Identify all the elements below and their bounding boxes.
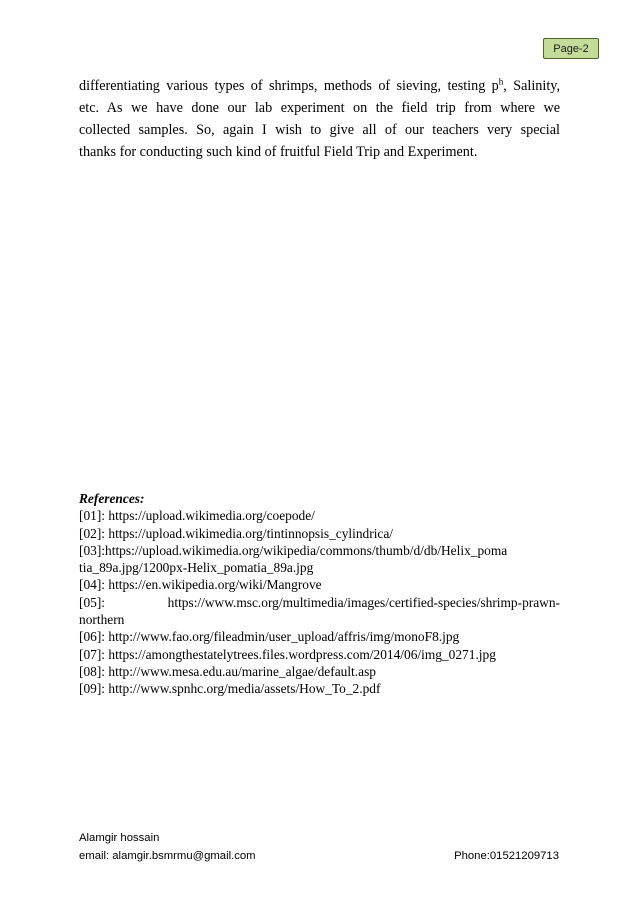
reference-item: [06]: http://www.fao.org/fileadmin/user_upload/affris/img/monoF8.jpg [79, 629, 460, 645]
references-heading: References: [79, 491, 145, 506]
page-number-badge: Page-2 [543, 38, 599, 59]
footer-row [79, 829, 559, 847]
reference-item: northern [79, 612, 125, 628]
author-phone: Phone:01521209713 [454, 850, 559, 862]
reference-item: [04]: https://en.wikipedia.org/wiki/Mangrove [79, 577, 322, 593]
reference-item: [01]: https://upload.wikimedia.org/coepode/ [79, 508, 315, 524]
footer-row [79, 847, 559, 865]
reference-item: [05]: https://www.msc.org/multimedia/images/certified-species/shrimp-prawn- [79, 594, 560, 610]
body-line [79, 75, 560, 97]
page-footer [79, 829, 559, 865]
reference-item: [03]:https://upload.wikimedia.org/wikipedia/commons/thumb/d/db/Helix_poma [79, 542, 508, 558]
author-name: Alamgir hossain [79, 832, 160, 844]
body-text-segment: , Salinity, [503, 78, 560, 94]
references-section [79, 490, 560, 698]
reference-item: [02]: https://upload.wikimedia.org/tintinnopsis_cylindrica/ [79, 525, 394, 541]
body-paragraph [79, 75, 560, 163]
reference-item: [09]: http://www.spnhc.org/media/assets/How_To_2.pdf [79, 681, 381, 697]
body-line: collected samples. So, again I wish to give all of our teachers very special [79, 122, 560, 138]
body-text-segment: differentiating various types of shrimps, methods of sieving, testing p [79, 78, 499, 94]
reference-item: tia_89a.jpg/1200px-Helix_pomatia_89a.jpg [79, 560, 314, 576]
reference-item: [08]: http://www.mesa.edu.au/marine_algae/default.asp [79, 663, 376, 679]
superscript: h [498, 76, 504, 87]
body-line: thanks for conducting such kind of fruitful Field Trip and Experiment. [79, 144, 478, 160]
author-email: email: alamgir.bsmrmu@gmail.com [79, 850, 256, 862]
reference-item: [07]: https://amongthestatelytrees.files.wordpress.com/2014/06/img_0271.jpg [79, 646, 496, 662]
body-line: etc. As we have done our lab experiment on the field trip from where we [79, 100, 560, 116]
